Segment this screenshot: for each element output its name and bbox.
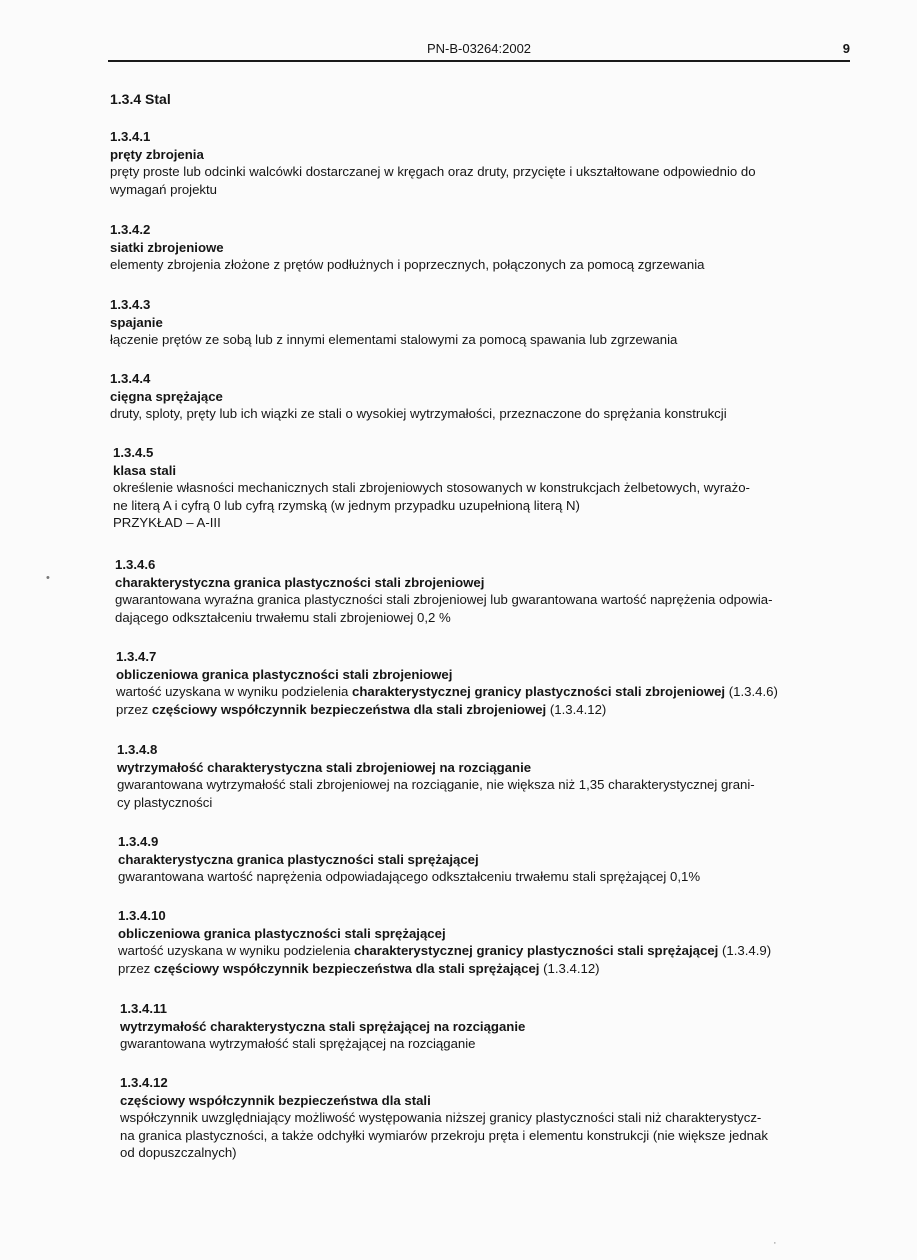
cross-reference-number: (1.3.4.9)	[718, 943, 772, 959]
definition-text: wartość uzyskana w wyniku podzielenia	[116, 684, 353, 700]
entry-definition-line: gwarantowana wyraźna granica plastyczności stali zbrojeniowej lub gwarantowana wartość naprężenia odpowia-	[115, 592, 773, 608]
cross-reference-number: (1.3.4.6)	[725, 684, 778, 700]
definition-text: przez	[118, 960, 154, 976]
entry-definition-line	[116, 683, 778, 701]
definition-entry	[116, 648, 778, 718]
cross-reference-term: częściowy współczynnik bezpieczeństwa dla stali zbrojeniowej	[151, 701, 547, 717]
definition-entry	[120, 1000, 525, 1053]
definition-entry	[118, 833, 700, 886]
entry-definition-line: określenie własności mechanicznych stali zbrojeniowych stosowanych w konstrukcjach żelbetowych, wyrażo-	[113, 480, 750, 496]
definition-entry	[118, 907, 771, 977]
cross-reference-number: (1.3.4.12)	[546, 701, 607, 717]
example-line: PRZYKŁAD – A-III	[113, 515, 221, 531]
entry-number: 1.3.4.6	[115, 557, 156, 572]
entry-term: obliczeniowa granica plastyczności stali sprężającej	[118, 925, 446, 941]
cross-reference-number: (1.3.4.12)	[539, 960, 600, 976]
entry-term: klasa stali	[113, 462, 177, 478]
entry-definition-line: na granica plastyczności, a także odchyłki wymiarów przekroju pręta i elementu konstrukcji (nie większe jednak	[120, 1127, 768, 1143]
document-code: PN-B-03264:2002	[426, 41, 532, 56]
entry-definition-line: cy plastyczności	[117, 794, 213, 810]
entry-number: 1.3.4.11	[120, 1001, 167, 1016]
definition-text: wartość uzyskana w wyniku podzielenia	[118, 943, 355, 959]
definition-entry	[115, 556, 773, 626]
entry-definition-line: łączenie prętów ze sobą lub z innymi elementami stalowymi za pomocą spawania lub zgrzewania	[110, 332, 678, 348]
page-header	[108, 40, 850, 58]
entry-definition-line: gwarantowana wytrzymałość stali sprężającej na rozciąganie	[120, 1036, 476, 1052]
entry-number: 1.3.4.4	[110, 371, 151, 386]
entry-number: 1.3.4.8	[117, 742, 158, 757]
entry-number: 1.3.4.12	[120, 1075, 168, 1090]
entry-definition-line: dającego odkształceniu trwałemu stali zbrojeniowej 0,2 %	[115, 609, 451, 625]
definition-entry	[110, 221, 705, 274]
entry-number: 1.3.4.3	[110, 297, 151, 312]
definition-entry	[110, 128, 756, 198]
entry-term: wytrzymałość charakterystyczna stali sprężającej na rozciąganie	[120, 1018, 526, 1034]
scan-speck: ·	[773, 1237, 777, 1249]
scan-speck: •	[46, 572, 50, 584]
entry-definition-line	[118, 942, 771, 960]
entry-term: cięgna sprężające	[110, 388, 223, 404]
section-title: 1.3.4 Stal	[110, 91, 171, 107]
entry-term: spajanie	[110, 314, 163, 330]
entry-definition-line: elementy zbrojenia złożone z prętów podłużnych i poprzecznych, połączonych za pomocą zgrzewania	[110, 257, 705, 273]
definition-entry	[113, 444, 750, 532]
definition-text: przez	[116, 701, 152, 717]
entry-definition-line	[118, 960, 771, 978]
cross-reference-term: częściowy współczynnik bezpieczeństwa dla stali sprężającej	[153, 960, 540, 976]
cross-reference-term: charakterystycznej granicy plastyczności stali zbrojeniowej	[352, 684, 726, 700]
entry-term: częściowy współczynnik bezpieczeństwa dla stali	[120, 1092, 431, 1108]
definition-entry	[120, 1074, 768, 1162]
entry-definition-line: ne literą A i cyfrą 0 lub cyfrą rzymską (w jednym przypadku uzupełnioną literą N)	[113, 497, 580, 513]
entry-definition-line: wymagań projektu	[110, 181, 218, 197]
header-rule	[108, 60, 850, 62]
entry-number: 1.3.4.5	[113, 445, 154, 460]
definition-entry	[117, 741, 755, 811]
entry-term: charakterystyczna granica plastyczności stali zbrojeniowej	[115, 574, 485, 590]
entry-definition-line: gwarantowana wartość naprężenia odpowiadającego odkształceniu trwałemu stali sprężającej 0,1%	[118, 869, 701, 885]
entry-definition-line	[116, 701, 778, 719]
definition-entry	[110, 296, 677, 349]
cross-reference-term: charakterystycznej granicy plastyczności stali sprężającej	[354, 943, 719, 959]
entry-definition-line: gwarantowana wytrzymałość stali zbrojeniowej na rozciąganie, nie większa niż 1,35 charakterystycznej grani-	[117, 777, 755, 793]
definition-entry	[110, 370, 727, 423]
entry-term: charakterystyczna granica plastyczności stali sprężającej	[118, 851, 479, 867]
entry-number: 1.3.4.1	[110, 129, 151, 144]
entry-term: wytrzymałość charakterystyczna stali zbrojeniowej na rozciąganie	[117, 759, 532, 775]
entry-number: 1.3.4.2	[110, 222, 151, 237]
entry-definition-line: od dopuszczalnych)	[120, 1145, 237, 1161]
entry-term: pręty zbrojenia	[110, 146, 204, 162]
entry-definition-line: druty, sploty, pręty lub ich wiązki ze stali o wysokiej wytrzymałości, przeznaczone do sprężania konstrukcji	[110, 406, 727, 422]
entry-number: 1.3.4.9	[118, 834, 159, 849]
entry-number: 1.3.4.7	[116, 649, 157, 664]
entry-term: siatki zbrojeniowe	[110, 239, 224, 255]
entry-definition-line: pręty proste lub odcinki walcówki dostarczanej w kręgach oraz druty, przycięte i ukształtowane odpowiednio do	[110, 164, 756, 180]
entry-term: obliczeniowa granica plastyczności stali zbrojeniowej	[116, 666, 453, 682]
page-number: 9	[842, 41, 850, 56]
entry-definition-line: współczynnik uwzględniający możliwość występowania niższej granicy plastyczności stali niż charakterystycz-	[120, 1110, 762, 1126]
entry-number: 1.3.4.10	[118, 908, 166, 923]
